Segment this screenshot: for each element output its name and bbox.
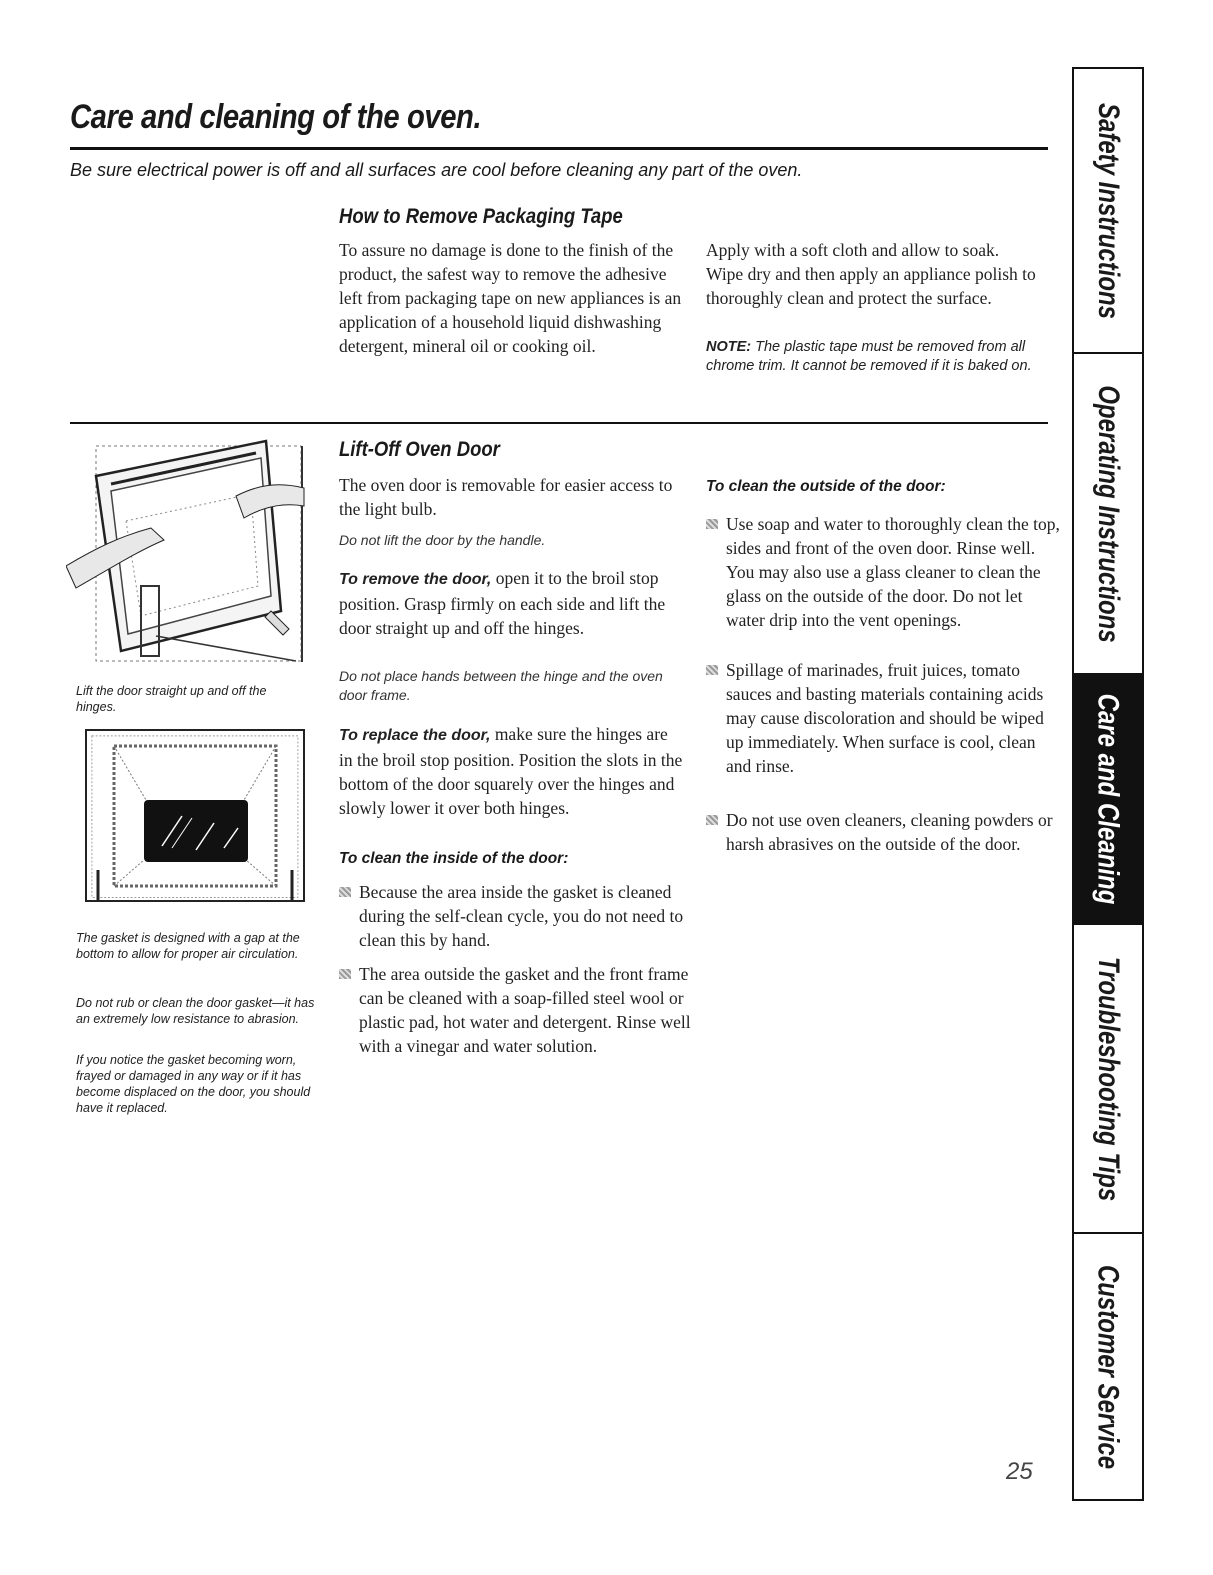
bullet-icon (339, 887, 351, 897)
gasket-caption-2: Do not rub or clean the door gasket—it has an extremely low resistance to abrasion. (76, 996, 315, 1026)
outside-bullet-text: Use soap and water to thoroughly clean the top, sides and front of the oven door. Rinse well. You may also use a glass cleaner to clean the glass on the outside of the door. Do not let water drip into the vent openings. (726, 514, 1060, 630)
door-lift-illustration (66, 436, 306, 668)
inside-bullet-text: Because the area inside the gasket is cleaned during the self-clean cycle, you do not need to clean this by hand. (359, 882, 684, 950)
door-lift-caption: Lift the door straight up and off the hinges. (76, 684, 267, 714)
page-title: Care and cleaning of the oven. (70, 98, 482, 136)
section-tabs (1072, 67, 1144, 1501)
bullet-icon (706, 815, 718, 825)
outside-bullet (706, 512, 1061, 632)
tab-safety-instructions[interactable] (1074, 69, 1142, 354)
gasket-caption-1: The gasket is designed with a gap at the bottom to allow for proper air circulation. (76, 931, 300, 961)
note-text: The plastic tape must be removed from all chrome trim. It cannot be removed if it is baked on. (706, 339, 1032, 374)
lift-off-intro: The oven door is removable for easier access to the light bulb. (339, 475, 673, 519)
remove-door-paragraph (339, 566, 684, 640)
bullet-icon (706, 519, 718, 529)
hands-note: Do not place hands between the hinge and the oven door frame. (339, 668, 663, 703)
inside-bullet (339, 880, 694, 952)
tab-operating-instructions[interactable] (1074, 354, 1142, 675)
remove-door-lead: To remove the door, (339, 571, 492, 588)
tab-care-and-cleaning[interactable] (1074, 675, 1142, 925)
outside-bullet (706, 808, 1061, 856)
tab-troubleshooting-tips[interactable] (1074, 925, 1142, 1234)
section-rule (70, 422, 1048, 424)
packaging-tape-paragraph-2: Apply with a soft cloth and allow to soak. Wipe dry and then apply an appliance polish to thoroughly clean and protect the surface. (706, 240, 1036, 308)
page-subtitle: Be sure electrical power is off and all surfaces are cool before cleaning any part of the oven. (70, 160, 803, 180)
replace-door-text: make sure the hinges are in the broil stop position. Position the slots in the bottom of the door squarely over the hinges and slowly lower it over both hinges. (339, 724, 683, 818)
replace-door-lead: To replace the door, (339, 727, 491, 744)
remove-door-text: open it to the broil stop position. Grasp firmly on each side and lift the door straight up and off the hinges. (339, 568, 666, 638)
tab-label: Troubleshooting Tips (1092, 956, 1125, 1201)
lift-off-door-heading: Lift-Off Oven Door (339, 438, 500, 461)
outside-bullet-text: Do not use oven cleaners, cleaning powders or harsh abrasives on the outside of the door. (726, 810, 1053, 854)
packaging-tape-heading: How to Remove Packaging Tape (339, 205, 623, 228)
inside-bullet (339, 962, 694, 1058)
outside-door-heading: To clean the outside of the door: (706, 478, 946, 495)
inside-bullet-text: The area outside the gasket and the front frame can be cleaned with a soap-filled steel wool or plastic pad, hot water and detergent. Rinse well with a vinegar and water solution. (359, 964, 691, 1056)
note-label: NOTE: (706, 339, 752, 355)
bullet-icon (339, 969, 351, 979)
tab-label: Care and Cleaning (1092, 693, 1125, 905)
title-rule (70, 147, 1048, 150)
bullet-icon (706, 665, 718, 675)
packaging-tape-note (706, 338, 1046, 376)
outside-bullet (706, 658, 1061, 778)
packaging-tape-paragraph-1: To assure no damage is done to the finish of the product, the safest way to remove the adhesive left from packaging tape on new appliances is an application of a household liquid dishwashing detergent, mineral oil or cooking oil. (339, 240, 682, 356)
tab-label: Customer Service (1092, 1264, 1125, 1469)
page-number: 25 (1006, 1458, 1033, 1485)
tab-label: Safety Instructions (1092, 102, 1125, 319)
handle-note: Do not lift the door by the handle. (339, 532, 546, 548)
tab-customer-service[interactable] (1074, 1234, 1142, 1499)
gasket-illustration (84, 728, 306, 903)
tab-label: Operating Instructions (1092, 384, 1126, 643)
outside-bullet-text: Spillage of marinades, fruit juices, tomato sauces and basting materials containing acids may cause discoloration and should be wiped up immediately. When surface is cool, clean and rinse. (726, 660, 1044, 776)
inside-door-heading: To clean the inside of the door: (339, 850, 569, 867)
replace-door-paragraph (339, 722, 684, 820)
gasket-caption-3: If you notice the gasket becoming worn, frayed or damaged in any way or if it has become displaced on the door, you should have it replaced. (76, 1053, 311, 1115)
